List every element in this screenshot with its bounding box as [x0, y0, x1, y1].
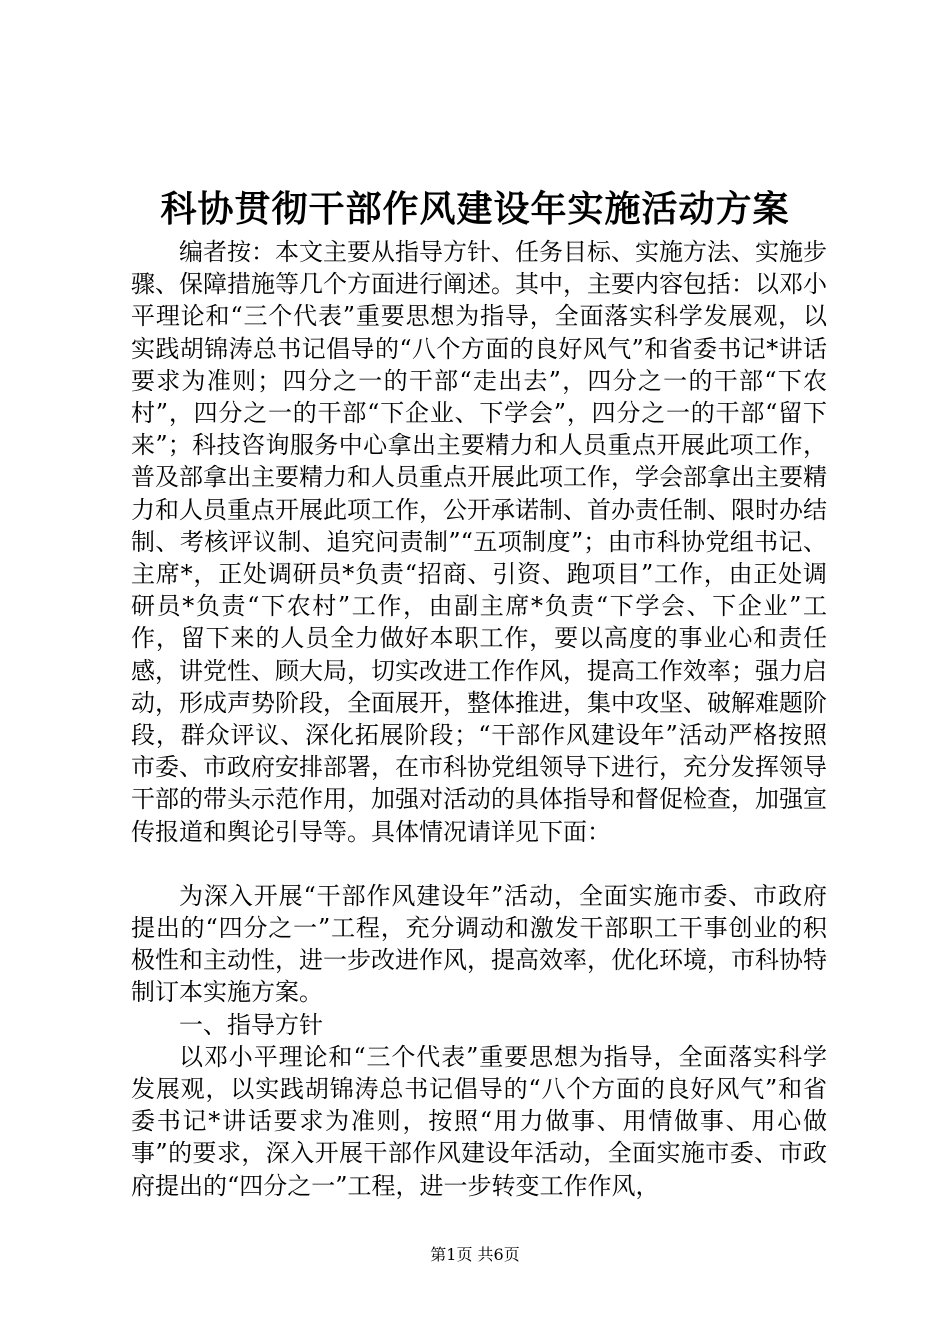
document-title: 科协贯彻干部作风建设年实施活动方案: [160, 188, 790, 230]
intro-paragraph: 为深入开展“干部作风建设年”活动，全面实施市委、市政府提出的“四分之一”工程，充分调动和激发干部职工干事创业的积极性和主动性，进一步改进作风，提高效率，优化环境，市科协特制订本实施方案。: [131, 881, 827, 1007]
section-heading: 一、指导方针: [179, 1010, 323, 1039]
page-number-footer: 第1页 共6页: [430, 1245, 520, 1264]
document-body: [131, 236, 827, 1202]
editor-note-paragraph: 编者按：本文主要从指导方针、任务目标、实施方法、实施步骤、保障措施等几个方面进行阐述。其中，主要内容包括：以邓小平理论和“三个代表”重要思想为指导，全面落实科学发展观，以实践胡锦涛总书记倡导的“八个方面的良好风气”和省委书记*讲话要求为准则；四分之一的干部“走出去”，四分之一的干部“下农村”，四分之一的干部“下企业、下学会”，四分之一的干部“留下来”；科技咨询服务中心拿出主要精力和人员重点开展此项工作，普及部拿出主要精力和人员重点开展此项工作，学会部拿出主要精力和人员重点开展此项工作，公开承诺制、首办责任制、限时办结制、考核评议制、追究问责制”“五项制度”；由市科协党组书记、主席*，正处调研员*负责“招商、引资、跑项目”工作，由正处调研员*负责“下农村”工作，由副主席*负责“下学会、下企业”工作，留下来的人员全力做好本职工作，要以高度的事业心和责任感，讲党性、顾大局，切实改进工作作风，提高工作效率；强力启动，形成声势阶段，全面展开，整体推进，集中攻坚、破解难题阶段，群众评议、深化拓展阶段；“干部作风建设年”活动严格按照市委、市政府安排部署，在市科协党组领导下进行，充分发挥领导干部的带头示范作用，加强对活动的具体指导和督促检查，加强宣传报道和舆论引导等。具体情况请详见下面：: [131, 238, 827, 846]
guideline-paragraph: 以邓小平理论和“三个代表”重要思想为指导，全面落实科学发展观，以实践胡锦涛总书记倡导的“八个方面的良好风气”和省委书记*讲话要求为准则，按照“用力做事、用情做事、用心做事”的要求，深入开展干部作风建设年活动，全面实施市委、市政府提出的“四分之一”工程，进一步转变工作作风，: [131, 1042, 827, 1200]
